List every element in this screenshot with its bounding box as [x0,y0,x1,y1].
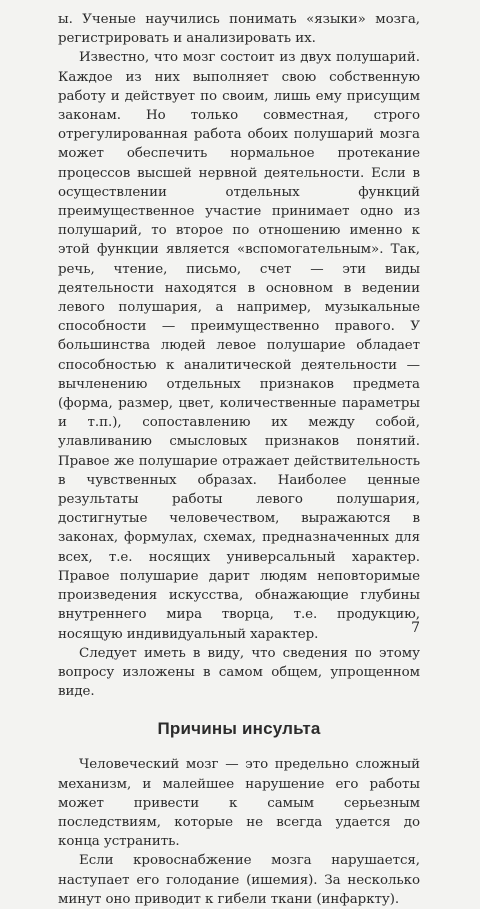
body-text-top [58,10,420,701]
page-number: 7 [411,620,420,636]
paragraph-note: Следует иметь в виду, что сведения по этому вопросу изложены в самом общем, упрощенном виде. [58,645,420,700]
paragraph-continued: ы. Ученые научились понимать «языки» мозга, регистрировать и анализировать их. [58,12,420,47]
paragraph-brain-mechanism: Человеческий мозг — это предельно сложный механизм, и малейшее нарушение его работы может привести к самым серьезным последствиям, которые не всегда удается до конца устранить. [58,757,420,850]
body-text-bottom [58,755,420,909]
section-title: Причины инсульта [157,719,321,739]
paragraph-hemispheres: Известно, что мозг состоит из двух полушарий. Каждое из них выполняет свою собственную работу и действует по своим, лишь ему присущим законам. Но только совместная, строго отрегулированная работа обоих полушарий мозга может обеспечить нормальное протекание процессов высшей нервной деятельности. Если в осуществлении отдельных функций преимущественное участие принимает одно из полушарий, то второе по отношению именно к этой функции является «вспомогательным». Так, речь, чтение, письмо, счет — эти виды деятельности находятся в основном в ведении левого полушария, а например, музыкальные способности — преимущественно правого. У большинства людей левое полушарие обладает способностью к аналитической деятельности — вычленению отдельных признаков предмета (форма, размер, цвет, количественные параметры и т.п.), сопоставлению их между собой, улавливанию смысловых признаков понятий. Правое же полушарие отражает действительность в чувственных образах. Наиболее ценные результаты работы левого полушария, достигнутые человечеством, выражаются в законах, формулах, схемах, предназначенных для всех, т.е. носящих универсальный характер. Правое полушарие дарит людям неповторимые произведения искусства, обнажающие глубины внутреннего мира творца, т.е. продукцию, носящую индивидуальный характер. [58,50,420,642]
paragraph-ischemia: Если кровоснабжение мозга нарушается, наступает его голодание (ишемия). За несколько минут оно приводит к гибели ткани (инфаркту). [58,853,420,907]
